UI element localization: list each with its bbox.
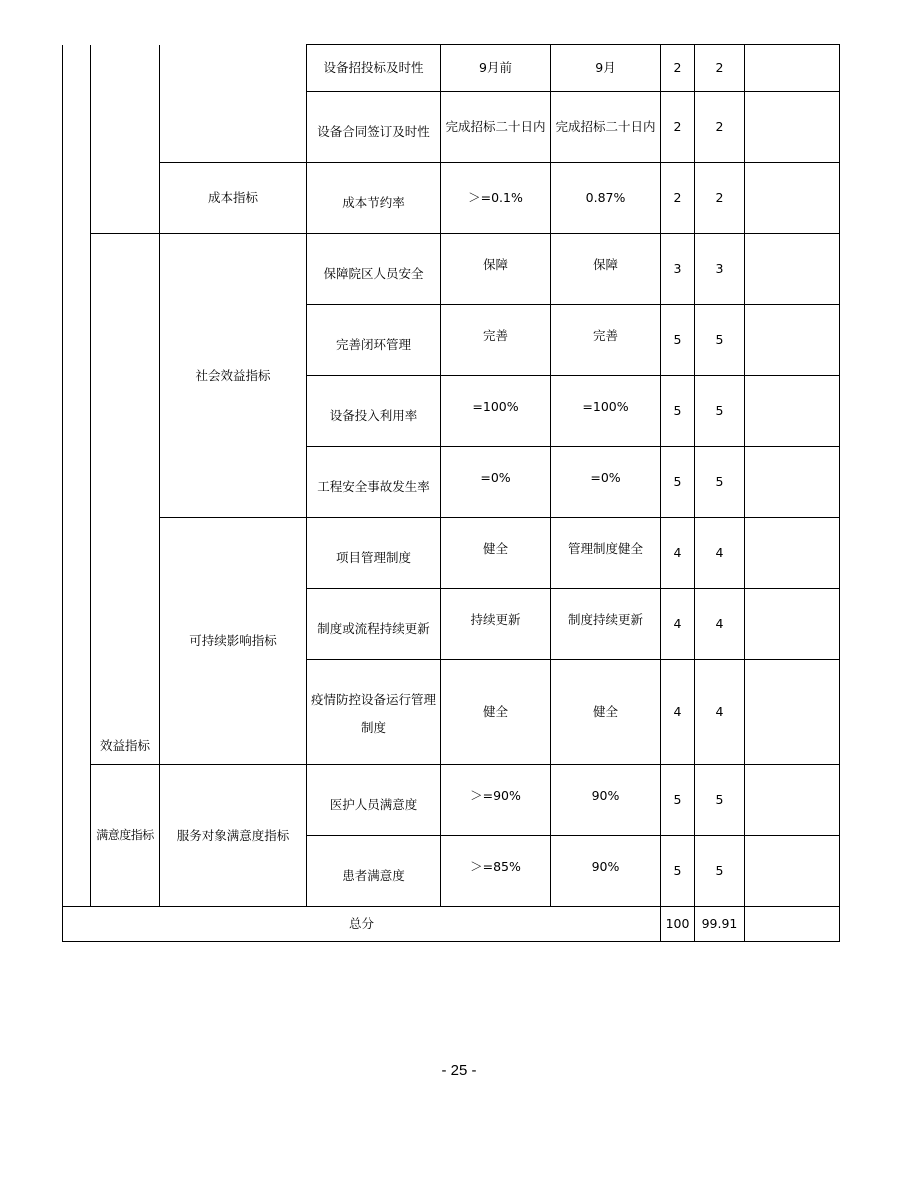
score-cell: 2	[695, 45, 745, 92]
level2-cell-continued	[160, 45, 307, 163]
indicator-cell: 项目管理制度	[307, 518, 441, 589]
score-cell: 2	[695, 92, 745, 163]
note-cell	[745, 589, 840, 660]
score-cell: 5	[695, 836, 745, 907]
performance-table	[62, 44, 840, 942]
indicator-cell: 制度或流程持续更新	[307, 589, 441, 660]
actual-cell: 管理制度健全	[551, 518, 661, 589]
level1-cell: 满意度指标	[91, 765, 160, 907]
level2-cell: 社会效益指标	[160, 234, 307, 518]
total-row	[63, 907, 840, 942]
weight-cell: 2	[661, 45, 695, 92]
table-row	[63, 518, 840, 589]
note-cell	[745, 376, 840, 447]
level1-cell: 效益指标	[91, 234, 160, 765]
level2-cell: 成本指标	[160, 163, 307, 234]
target-cell: =100%	[441, 376, 551, 447]
weight-cell: 4	[661, 589, 695, 660]
target-cell: =0%	[441, 447, 551, 518]
indicator-cell: 完善闭环管理	[307, 305, 441, 376]
target-cell: 完成招标二十日内	[441, 92, 551, 163]
total-weight: 100	[661, 907, 695, 942]
weight-cell: 4	[661, 660, 695, 765]
target-cell: 9月前	[441, 45, 551, 92]
target-cell: ＞=0.1%	[441, 163, 551, 234]
page-number: - 25 -	[441, 1062, 477, 1079]
total-score: 99.91	[695, 907, 745, 942]
note-cell	[745, 765, 840, 836]
weight-cell: 5	[661, 765, 695, 836]
level2-cell: 可持续影响指标	[160, 518, 307, 765]
note-cell	[745, 836, 840, 907]
weight-cell: 4	[661, 518, 695, 589]
target-cell: 完善	[441, 305, 551, 376]
actual-cell: 90%	[551, 836, 661, 907]
table-row	[63, 163, 840, 234]
indicator-cell: 医护人员满意度	[307, 765, 441, 836]
actual-cell: 90%	[551, 765, 661, 836]
score-cell: 5	[695, 765, 745, 836]
total-note	[745, 907, 840, 942]
actual-cell: =0%	[551, 447, 661, 518]
table-row	[63, 765, 840, 836]
indicator-cell: 保障院区人员安全	[307, 234, 441, 305]
weight-cell: 5	[661, 376, 695, 447]
note-cell	[745, 45, 840, 92]
target-cell: 健全	[441, 518, 551, 589]
actual-cell: 9月	[551, 45, 661, 92]
note-cell	[745, 92, 840, 163]
weight-cell: 2	[661, 163, 695, 234]
weight-cell: 3	[661, 234, 695, 305]
indicator-cell: 成本节约率	[307, 163, 441, 234]
target-cell: ＞=90%	[441, 765, 551, 836]
indicator-cell: 设备合同签订及时性	[307, 92, 441, 163]
indicator-cell: 设备招投标及时性	[307, 45, 441, 92]
note-cell	[745, 305, 840, 376]
table-row	[63, 234, 840, 305]
weight-cell: 5	[661, 836, 695, 907]
weight-cell: 2	[661, 92, 695, 163]
total-label: 总分	[63, 907, 661, 942]
note-cell	[745, 234, 840, 305]
actual-cell: 完善	[551, 305, 661, 376]
score-cell: 3	[695, 234, 745, 305]
actual-cell: 保障	[551, 234, 661, 305]
score-cell: 2	[695, 163, 745, 234]
left-border-column	[63, 45, 91, 907]
note-cell	[745, 518, 840, 589]
score-cell: 4	[695, 660, 745, 765]
actual-cell: 制度持续更新	[551, 589, 661, 660]
table-row	[63, 45, 840, 92]
target-cell: 持续更新	[441, 589, 551, 660]
indicator-cell: 疫情防控设备运行管理制度	[307, 660, 441, 765]
target-cell: 保障	[441, 234, 551, 305]
score-cell: 4	[695, 589, 745, 660]
level2-cell: 服务对象满意度指标	[160, 765, 307, 907]
indicator-cell: 设备投入利用率	[307, 376, 441, 447]
actual-cell: 完成招标二十日内	[551, 92, 661, 163]
indicator-cell: 患者满意度	[307, 836, 441, 907]
note-cell	[745, 660, 840, 765]
actual-cell: 健全	[551, 660, 661, 765]
note-cell	[745, 163, 840, 234]
actual-cell: 0.87%	[551, 163, 661, 234]
target-cell: 健全	[441, 660, 551, 765]
score-cell: 4	[695, 518, 745, 589]
weight-cell: 5	[661, 447, 695, 518]
actual-cell: =100%	[551, 376, 661, 447]
indicator-cell: 工程安全事故发生率	[307, 447, 441, 518]
target-cell: ＞=85%	[441, 836, 551, 907]
score-cell: 5	[695, 305, 745, 376]
score-cell: 5	[695, 447, 745, 518]
note-cell	[745, 447, 840, 518]
score-cell: 5	[695, 376, 745, 447]
weight-cell: 5	[661, 305, 695, 376]
level1-cell-continued	[91, 45, 160, 234]
